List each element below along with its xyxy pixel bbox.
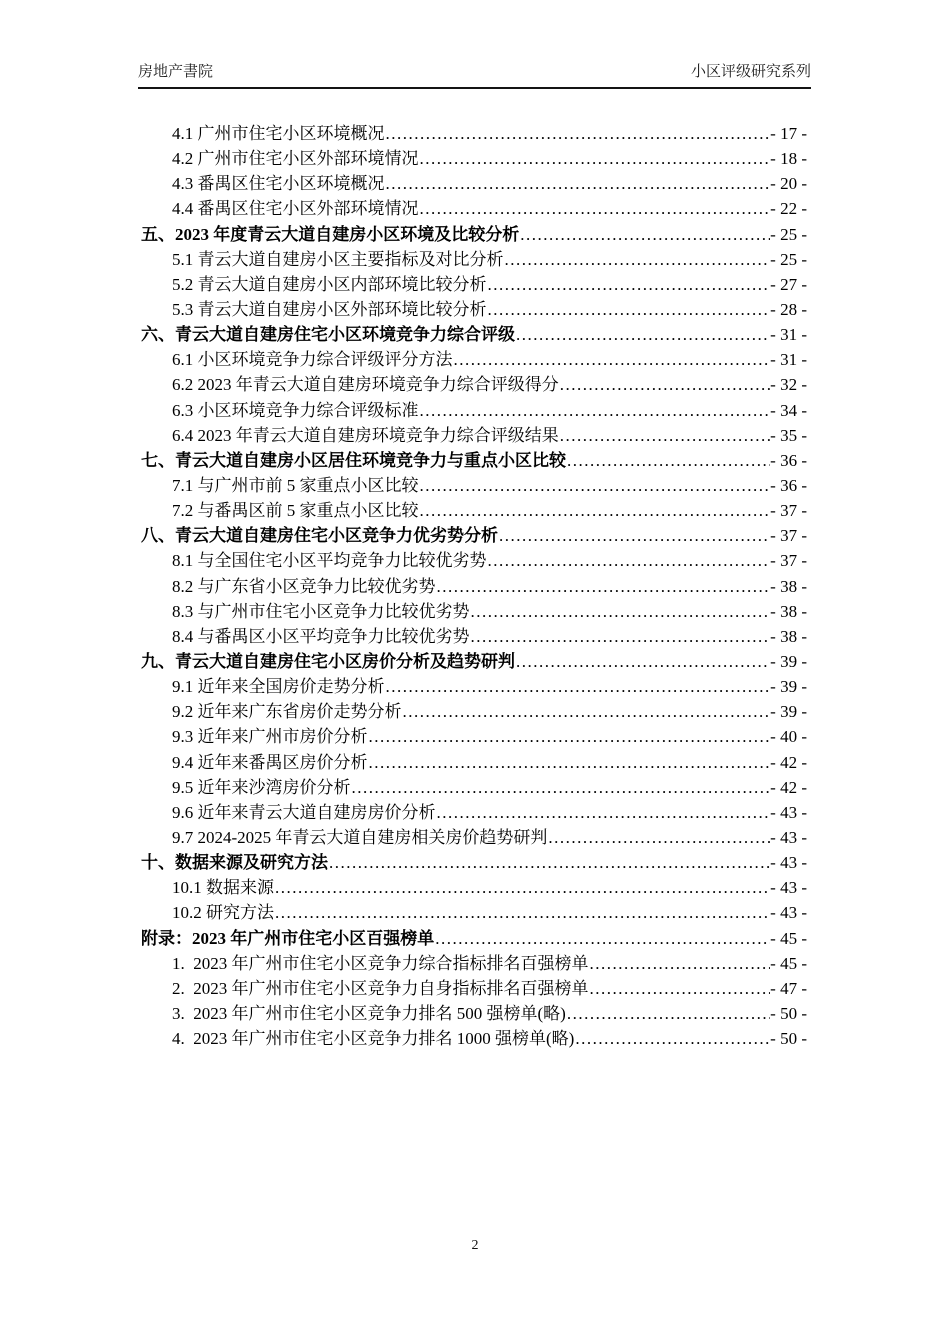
toc-entry-page-number: - 27 - (770, 274, 807, 294)
toc-entry-page-number: - 50 - (770, 1029, 807, 1049)
toc-entry-label: 4.3 番禺区住宅小区环境概况 (172, 174, 385, 194)
toc-entry-label: 9.5 近年来沙湾房价分析 (172, 777, 351, 797)
toc-leader-dots (420, 473, 771, 498)
toc-entry[interactable] (141, 850, 807, 875)
toc-entry-label: 10.2 研究方法 (172, 903, 274, 923)
toc-leader-dots (590, 976, 771, 1001)
toc-entry[interactable] (141, 825, 807, 850)
toc-entry[interactable] (141, 297, 807, 322)
header-right-title: 小区评级研究系列 (690, 63, 811, 80)
toc-entry-page-number: - 43 - (770, 903, 807, 923)
toc-entry-page-number: - 38 - (770, 601, 807, 621)
toc-entry[interactable] (141, 347, 807, 372)
toc-entry-label: 2. 2023 年广州市住宅小区竞争力自身指标排名百强榜单 (172, 978, 589, 998)
toc-leader-dots (560, 372, 770, 397)
toc-leader-dots (499, 523, 770, 548)
toc-entry-page-number: - 43 - (770, 878, 807, 898)
toc-entry-page-number: - 37 - (770, 501, 807, 521)
toc-entry-label: 4.2 广州市住宅小区外部环境情况 (172, 149, 419, 169)
toc-leader-dots (471, 599, 771, 624)
toc-entry[interactable] (141, 775, 807, 800)
toc-entry-page-number: - 18 - (770, 149, 807, 169)
toc-entry[interactable] (141, 800, 807, 825)
toc-leader-dots (420, 398, 771, 423)
toc-entry[interactable] (141, 423, 807, 448)
toc-entry-label: 4. 2023 年广州市住宅小区竞争力排名 1000 强榜单(略) (172, 1029, 575, 1049)
toc-entry-page-number: - 31 - (770, 325, 807, 345)
header-left-title: 房地产書院 (138, 63, 214, 80)
toc-entry[interactable] (141, 448, 807, 473)
toc-leader-dots (435, 926, 770, 951)
toc-entry-label: 5.1 青云大道自建房小区主要指标及对比分析 (172, 249, 504, 269)
toc-leader-dots (590, 951, 771, 976)
toc-entry-page-number: - 37 - (770, 551, 807, 571)
toc-entry-label: 4.1 广州市住宅小区环境概况 (172, 124, 385, 143)
toc-leader-dots (488, 548, 771, 573)
toc-leader-dots (329, 850, 770, 875)
toc-entry-page-number: - 42 - (770, 752, 807, 772)
toc-entry-page-number: - 43 - (770, 802, 807, 822)
toc-entry-label: 9.4 近年来番禺区房价分析 (172, 752, 368, 772)
toc-entry-label: 9.2 近年来广东省房价走势分析 (172, 702, 402, 722)
toc-entry-page-number: - 43 - (770, 853, 807, 873)
toc-entry-page-number: - 17 - (770, 124, 807, 143)
toc-leader-dots (560, 423, 770, 448)
toc-entry-page-number: - 31 - (770, 350, 807, 370)
toc-entry-label: 8.2 与广东省小区竞争力比较优劣势 (172, 576, 436, 596)
toc-entry-page-number: - 20 - (770, 174, 807, 194)
toc-entry[interactable] (141, 247, 807, 272)
toc-entry[interactable] (141, 900, 807, 925)
toc-entry-page-number: - 50 - (770, 1003, 807, 1023)
toc-leader-dots (386, 674, 771, 699)
toc-entry-label: 8.1 与全国住宅小区平均竞争力比较优劣势 (172, 551, 487, 571)
toc-leader-dots (403, 699, 771, 724)
toc-entry-page-number: - 43 - (770, 827, 807, 847)
toc-entry[interactable] (141, 951, 807, 976)
toc-entry-label: 五、2023 年度青云大道自建房小区环境及比较分析 (141, 224, 520, 244)
toc-leader-dots (471, 624, 771, 649)
toc-entry-label: 6.3 小区环境竞争力综合评级标准 (172, 400, 419, 420)
page-header (138, 60, 811, 89)
toc-entry[interactable] (141, 548, 807, 573)
toc-leader-dots (488, 297, 771, 322)
page-number: 2 (471, 1238, 479, 1253)
toc-entry[interactable] (141, 599, 807, 624)
toc-entry[interactable] (141, 222, 807, 247)
toc-entry-page-number: - 28 - (770, 299, 807, 319)
toc-entry-label: 6.1 小区环境竞争力综合评级评分方法 (172, 350, 453, 370)
toc-entry-page-number: - 37 - (770, 526, 807, 546)
toc-leader-dots (386, 171, 771, 196)
toc-entry[interactable] (141, 574, 807, 599)
toc-entry-label: 8.4 与番禺区小区平均竞争力比较优劣势 (172, 626, 470, 646)
toc-entry-page-number: - 22 - (770, 199, 807, 219)
toc-entry[interactable] (141, 146, 807, 171)
toc-entry-label: 1. 2023 年广州市住宅小区竞争力综合指标排名百强榜单 (172, 953, 589, 973)
toc-leader-dots (516, 649, 770, 674)
toc-entry-label: 5.3 青云大道自建房小区外部环境比较分析 (172, 299, 487, 319)
toc-entry[interactable] (141, 196, 807, 221)
toc-entry-page-number: - 45 - (770, 928, 807, 948)
toc-entry-page-number: - 34 - (770, 400, 807, 420)
toc-entry[interactable] (141, 322, 807, 347)
toc-leader-dots (548, 825, 770, 850)
toc-entry[interactable] (141, 121, 807, 146)
toc-entry[interactable] (141, 976, 807, 1001)
toc-entry-label: 10.1 数据来源 (172, 878, 274, 898)
toc-entry-page-number: - 39 - (770, 702, 807, 722)
toc-entry[interactable] (141, 1026, 807, 1051)
toc-entry-label: 十、数据来源及研究方法 (141, 853, 328, 873)
toc-entry-page-number: - 39 - (770, 651, 807, 671)
toc-entry-page-number: - 38 - (770, 626, 807, 646)
toc-entry-page-number: - 47 - (770, 978, 807, 998)
toc-entry[interactable] (141, 1001, 807, 1026)
toc-leader-dots (275, 875, 770, 900)
toc-leader-dots (369, 750, 771, 775)
toc-entry-page-number: - 38 - (770, 576, 807, 596)
toc-leader-dots (488, 272, 771, 297)
toc-entry[interactable] (141, 272, 807, 297)
toc-entry-page-number: - 25 - (770, 249, 807, 269)
toc-entry-page-number: - 36 - (770, 450, 807, 470)
toc-entry-label: 7.1 与广州市前 5 家重点小区比较 (172, 475, 419, 495)
toc-entry-label: 9.3 近年来广州市房价分析 (172, 727, 368, 747)
toc-leader-dots (369, 724, 771, 749)
toc-leader-dots (352, 775, 771, 800)
toc-leader-dots (420, 498, 771, 523)
toc-entry[interactable] (141, 926, 807, 951)
toc-entry-page-number: - 39 - (770, 677, 807, 697)
toc-entry-label: 九、青云大道自建房住宅小区房价分析及趋势研判 (141, 651, 515, 671)
toc-leader-dots (505, 247, 771, 272)
page-footer (0, 1238, 950, 1254)
toc-entry[interactable] (141, 649, 807, 674)
toc-entry[interactable] (141, 523, 807, 548)
toc-entry-page-number: - 25 - (770, 224, 807, 244)
toc-leader-dots (275, 900, 770, 925)
toc-entry-page-number: - 32 - (770, 375, 807, 395)
toc-entry-label: 7.2 与番禺区前 5 家重点小区比较 (172, 501, 419, 521)
toc-entry-label: 9.1 近年来全国房价走势分析 (172, 677, 385, 697)
toc-entry[interactable] (141, 473, 807, 498)
toc-leader-dots (454, 347, 771, 372)
toc-entry-page-number: - 42 - (770, 777, 807, 797)
toc-entry-label: 5.2 青云大道自建房小区内部环境比较分析 (172, 274, 487, 294)
toc-entry-label: 9.6 近年来青云大道自建房房价分析 (172, 802, 436, 822)
toc-entry[interactable] (141, 624, 807, 649)
toc-entry-label: 6.2 2023 年青云大道自建房环境竞争力综合评级得分 (172, 375, 559, 395)
toc-entry-label: 8.3 与广州市住宅小区竞争力比较优劣势 (172, 601, 470, 621)
toc-entry-page-number: - 35 - (770, 425, 807, 445)
toc-leader-dots (420, 196, 771, 221)
table-of-contents (141, 121, 807, 1051)
toc-leader-dots (437, 800, 771, 825)
toc-leader-dots (386, 121, 771, 146)
toc-leader-dots (567, 448, 770, 473)
toc-entry-label: 附录：2023 年广州市住宅小区百强榜单 (141, 928, 435, 948)
toc-leader-dots (420, 146, 771, 171)
toc-entry-label: 七、青云大道自建房小区居住环境竞争力与重点小区比较 (141, 450, 566, 470)
toc-entry-page-number: - 40 - (770, 727, 807, 747)
toc-entry-label: 4.4 番禺区住宅小区外部环境情况 (172, 199, 419, 219)
toc-entry-page-number: - 45 - (770, 953, 807, 973)
toc-entry[interactable] (141, 372, 807, 397)
toc-leader-dots (567, 1001, 770, 1026)
toc-leader-dots (575, 1026, 770, 1051)
toc-entry[interactable] (141, 498, 807, 523)
toc-entry[interactable] (141, 750, 807, 775)
toc-entry-label: 6.4 2023 年青云大道自建房环境竞争力综合评级结果 (172, 425, 559, 445)
toc-entry[interactable] (141, 699, 807, 724)
toc-leader-dots (437, 574, 771, 599)
toc-leader-dots (516, 322, 770, 347)
toc-entry-label: 3. 2023 年广州市住宅小区竞争力排名 500 强榜单(略) (172, 1003, 566, 1023)
toc-entry-page-number: - 36 - (770, 475, 807, 495)
toc-entry[interactable] (141, 724, 807, 749)
toc-entry-label: 八、青云大道自建房住宅小区竞争力优劣势分析 (141, 526, 498, 546)
toc-entry-label: 9.7 2024-2025 年青云大道自建房相关房价趋势研判 (172, 827, 548, 847)
toc-entry[interactable] (141, 171, 807, 196)
toc-entry[interactable] (141, 398, 807, 423)
toc-leader-dots (520, 222, 770, 247)
toc-entry-label: 六、青云大道自建房住宅小区环境竞争力综合评级 (141, 325, 515, 345)
toc-entry[interactable] (141, 674, 807, 699)
toc-entry[interactable] (141, 875, 807, 900)
